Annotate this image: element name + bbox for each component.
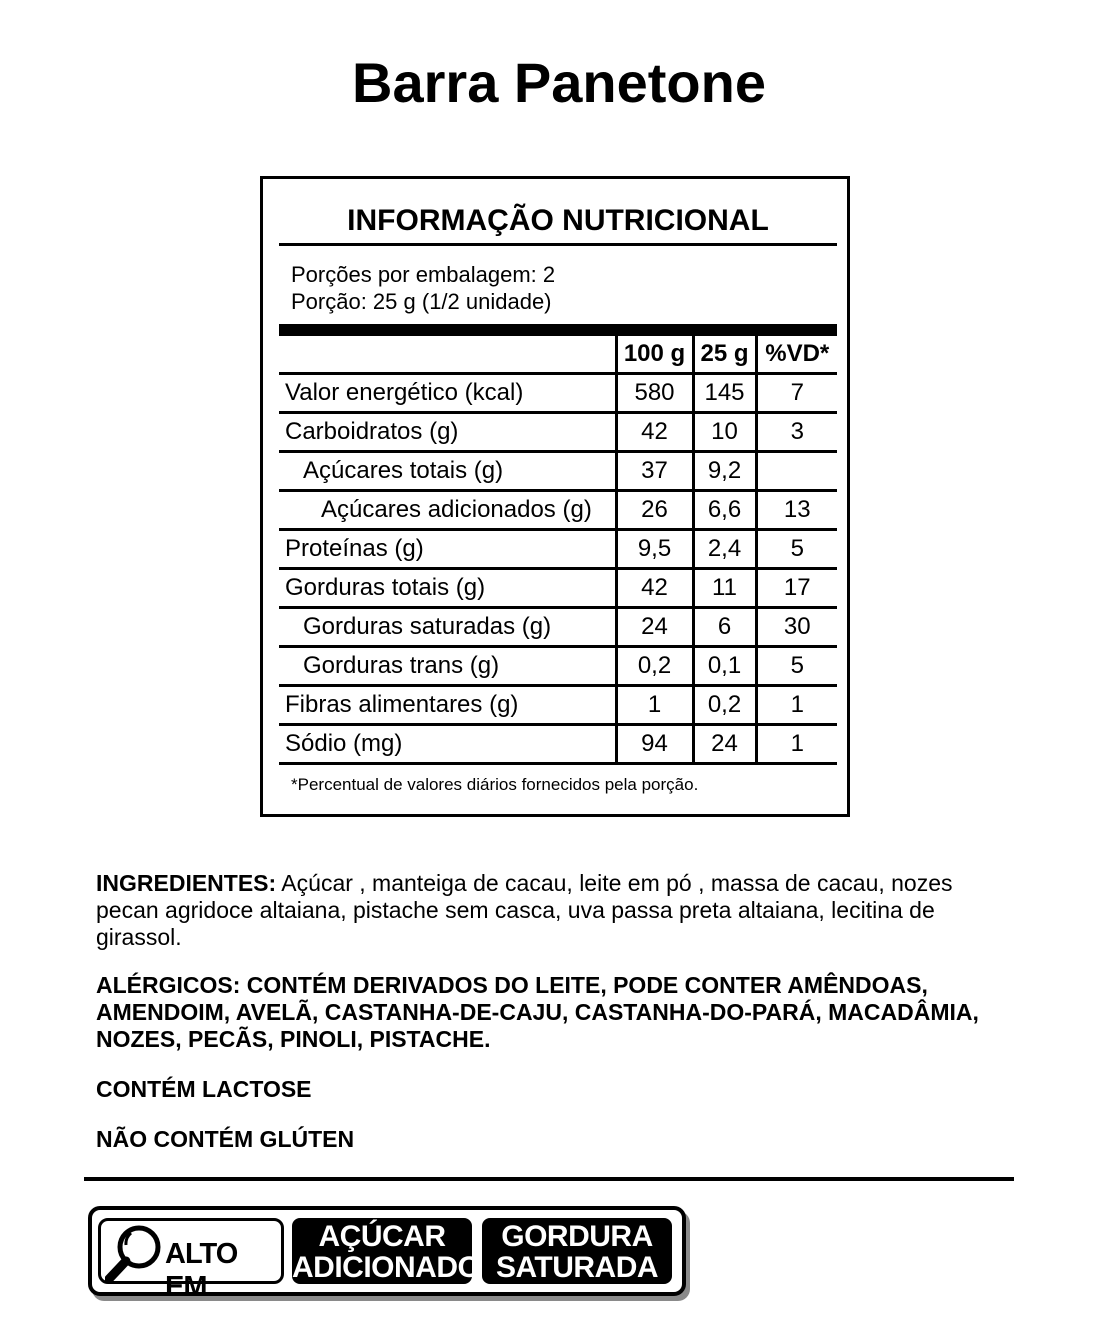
table-row	[279, 725, 837, 764]
table-row	[279, 413, 837, 452]
portions-per-package: Porções por embalagem: 2	[291, 262, 556, 287]
product-title: Barra Panetone	[352, 51, 766, 114]
value-100g: 26	[616, 491, 693, 530]
value-vd: 5	[756, 530, 837, 569]
header-portion: 25 g	[693, 336, 756, 374]
value-vd	[756, 452, 837, 491]
row-label: Carboidratos (g)	[279, 413, 616, 452]
row-label: Sódio (mg)	[279, 725, 616, 764]
alto-em-badge	[98, 1218, 284, 1303]
table-row	[279, 686, 837, 725]
row-label: Fibras alimentares (g)	[279, 686, 616, 725]
value-portion: 24	[693, 725, 756, 764]
nutrition-table	[279, 336, 837, 765]
row-label: Gorduras saturadas (g)	[279, 608, 616, 647]
fat-line-2: SATURADA	[495, 1251, 659, 1284]
value-portion: 0,1	[693, 647, 756, 686]
value-portion: 145	[693, 374, 756, 413]
allergens-statement: ALÉRGICOS: CONTÉM DERIVADOS DO LEITE, PODE CONTER AMÊNDOAS, AMENDOIM, AVELÃ, CASTANHA-DE-CAJU, CASTANHA-DO-PARÁ, MACADÂMIA, NOZES, PECÃS, PINOLI, PISTACHE.	[96, 972, 979, 1052]
table-row	[279, 608, 837, 647]
added-sugar-badge	[292, 1218, 481, 1284]
ingredients-label: INGREDIENTES:	[96, 870, 277, 896]
value-vd: 13	[756, 491, 837, 530]
sugar-line-1: AÇÚCAR	[318, 1220, 446, 1253]
value-portion: 11	[693, 569, 756, 608]
value-portion: 2,4	[693, 530, 756, 569]
table-row	[279, 374, 837, 413]
magnifier-icon	[105, 1223, 165, 1285]
vd-footnote: *Percentual de valores diários fornecidos pela porção.	[291, 775, 699, 794]
value-vd: 5	[756, 647, 837, 686]
saturated-fat-badge	[482, 1218, 672, 1284]
table-row	[279, 452, 837, 491]
value-portion: 6,6	[693, 491, 756, 530]
row-label: Açúcares adicionados (g)	[279, 491, 616, 530]
row-label: Gorduras totais (g)	[279, 569, 616, 608]
value-vd: 7	[756, 374, 837, 413]
table-row	[279, 647, 837, 686]
value-100g: 1	[616, 686, 693, 725]
header-vd: %VD*	[756, 336, 837, 374]
value-100g: 42	[616, 569, 693, 608]
value-100g: 94	[616, 725, 693, 764]
ingredients-text: Açúcar , manteiga de cacau, leite em pó , massa de cacau, nozes pecan agridoce altaiana, pistache sem casca, uva passa preta altaiana, lecitina de girassol.	[96, 870, 953, 950]
value-vd: 30	[756, 608, 837, 647]
value-100g: 24	[616, 608, 693, 647]
portion-info	[291, 261, 555, 315]
table-row	[279, 491, 837, 530]
sugar-line-2: ADICIONADO	[292, 1251, 481, 1284]
value-portion: 6	[693, 608, 756, 647]
row-label: Açúcares totais (g)	[279, 452, 616, 491]
table-header-row	[279, 336, 837, 374]
gluten-statement: NÃO CONTÉM GLÚTEN	[96, 1126, 355, 1152]
row-label: Proteínas (g)	[279, 530, 616, 569]
table-row	[279, 569, 837, 608]
row-label: Gorduras trans (g)	[279, 647, 616, 686]
value-vd: 1	[756, 725, 837, 764]
value-vd: 1	[756, 686, 837, 725]
heading-divider	[279, 243, 837, 246]
value-100g: 9,5	[616, 530, 693, 569]
value-portion: 0,2	[693, 686, 756, 725]
table-row	[279, 530, 837, 569]
header-blank-cell	[279, 336, 616, 374]
ingredients-section	[96, 870, 996, 951]
value-portion: 9,2	[693, 452, 756, 491]
nutrition-facts-panel	[260, 176, 850, 817]
row-label: Valor energético (kcal)	[279, 374, 616, 413]
nutrition-heading: INFORMAÇÃO NUTRICIONAL	[347, 204, 769, 237]
fat-line-1: GORDURA	[501, 1220, 653, 1253]
portion-size: Porção: 25 g (1/2 unidade)	[291, 289, 552, 314]
lactose-statement: CONTÉM LACTOSE	[96, 1076, 312, 1102]
header-100g: 100 g	[616, 336, 693, 374]
value-100g: 580	[616, 374, 693, 413]
value-portion: 10	[693, 413, 756, 452]
section-divider	[84, 1177, 1014, 1181]
value-100g: 0,2	[616, 647, 693, 686]
alto-em-label: ALTO EM	[165, 1238, 238, 1303]
front-warning-seal	[88, 1206, 686, 1303]
value-100g: 42	[616, 413, 693, 452]
thick-divider	[279, 324, 837, 336]
value-vd: 3	[756, 413, 837, 452]
value-100g: 37	[616, 452, 693, 491]
value-vd: 17	[756, 569, 837, 608]
